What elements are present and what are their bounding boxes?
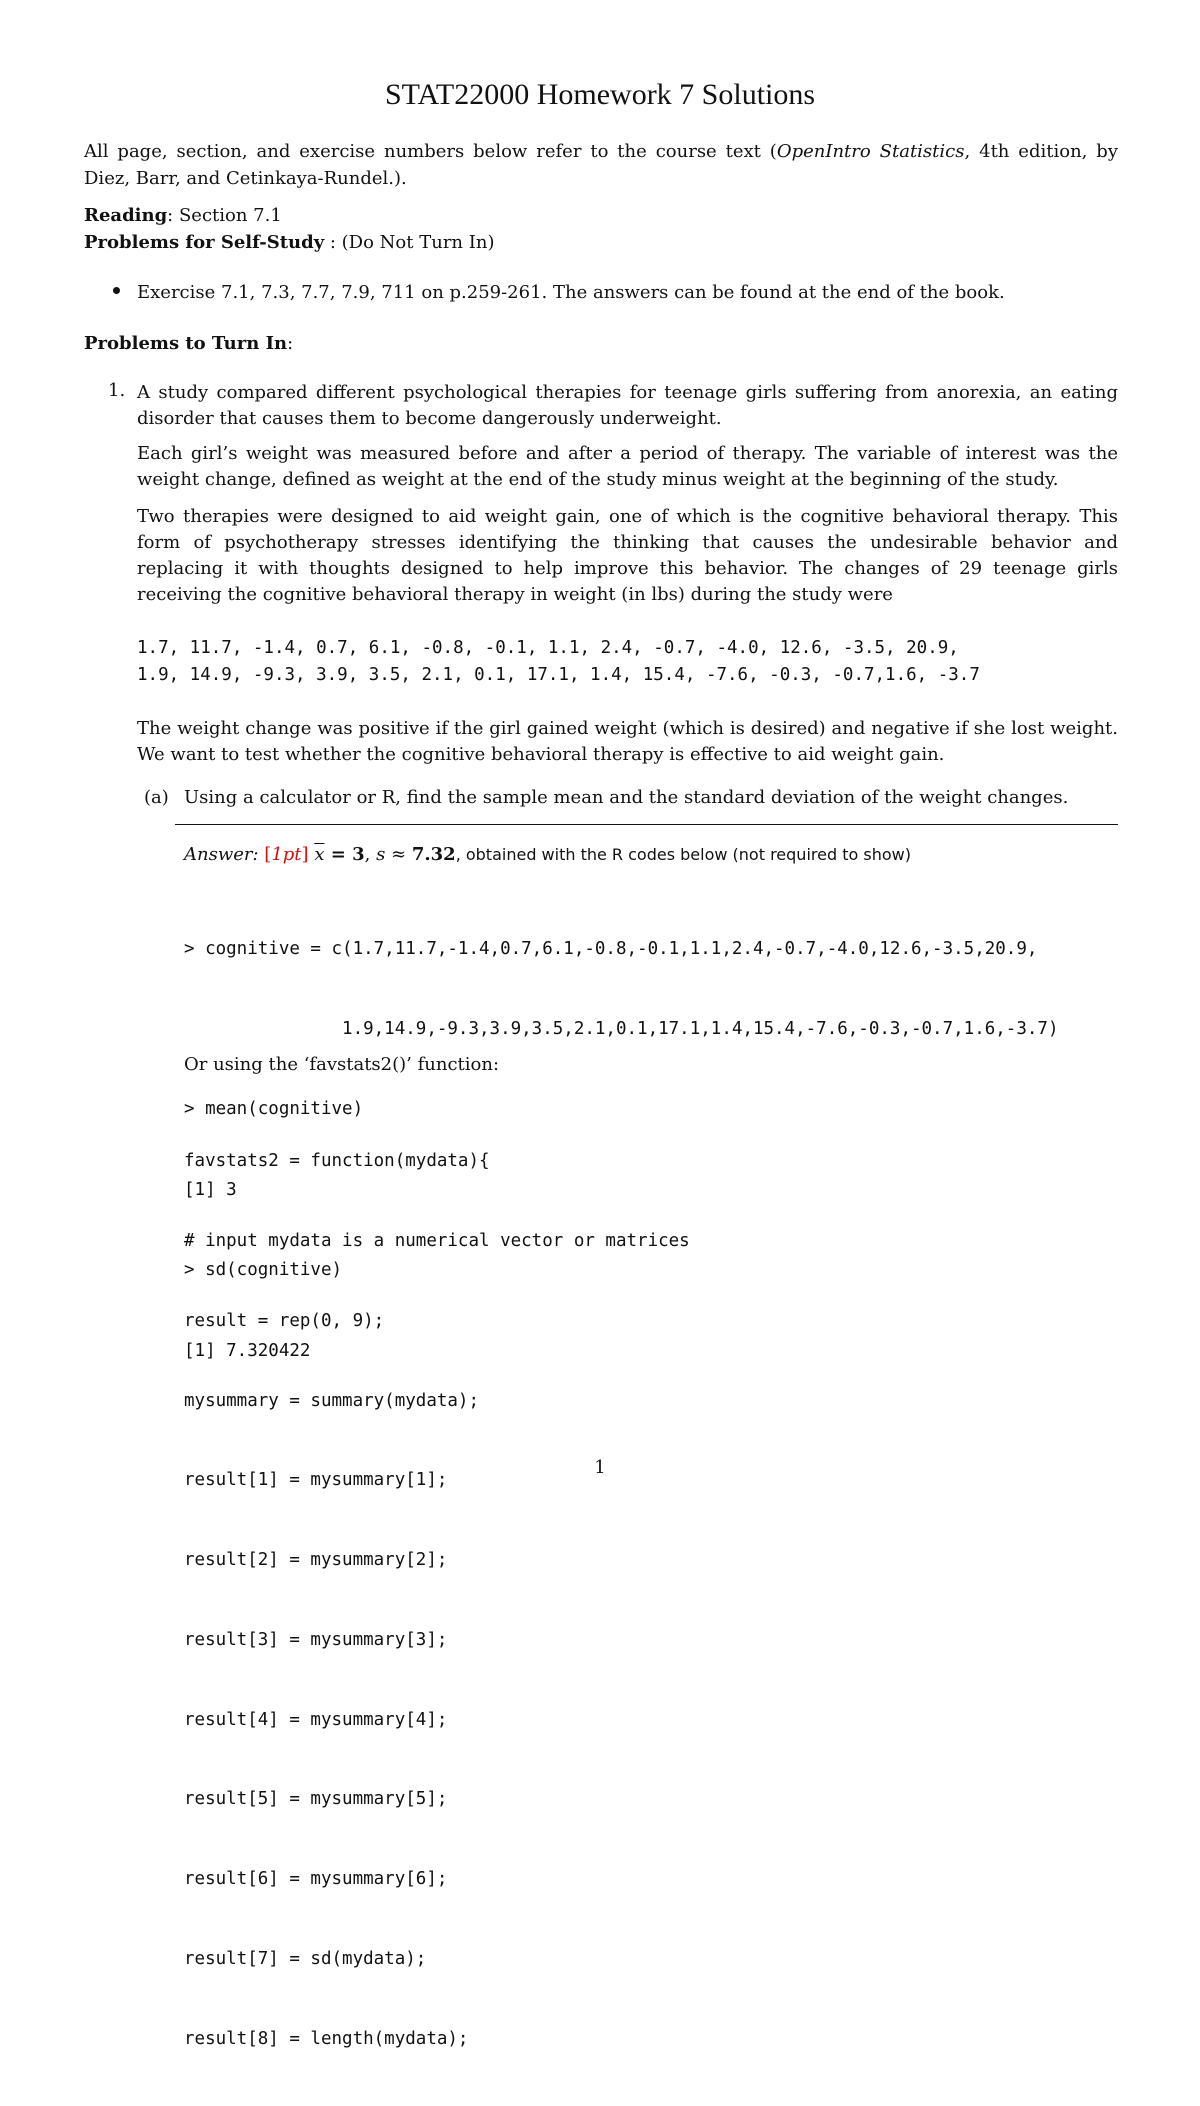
intro-text-before: All page, section, and exercise numbers below refer to the course text ( bbox=[84, 141, 777, 162]
part-a-label: (a) bbox=[144, 787, 169, 808]
code-line: [1] 7.320422 bbox=[184, 1340, 311, 1361]
self-study-item: Exercise 7.1, 7.3, 7.7, 7.9, 711 on p.259-261. The answers can be found at the end of the book. bbox=[137, 282, 1005, 303]
turn-in-heading bbox=[84, 330, 1118, 357]
turn-in-colon: : bbox=[287, 333, 294, 354]
bullet-icon bbox=[113, 287, 120, 294]
code-line: result = rep(0, 9); bbox=[184, 1310, 385, 1331]
page-title: STAT22000 Homework 7 Solutions bbox=[384, 78, 816, 111]
answer-points: [1pt] bbox=[264, 844, 309, 865]
problem1-paragraph-3: Two therapies were designed to aid weight gain, one of which is the cognitive behavioral therapy. This form of psychotherapy stresses identifying the thinking that causes the undesirable behavior and replacing it with thoughts designed to help improve this behavior. The changes of 29 teenage girls receiving the cognitive behavioral therapy in weight (in lbs) during the study were bbox=[137, 506, 1118, 605]
data-line-1: 1.7, 11.7, -1.4, 0.7, 6.1, -0.8, -0.1, 1.1, 2.4, -0.7, -4.0, 12.6, -3.5, 20.9, bbox=[137, 638, 959, 658]
reading-line bbox=[84, 202, 1118, 229]
answer-line bbox=[184, 844, 1118, 865]
code-line: result[3] = mysummary[3]; bbox=[184, 1629, 448, 1650]
data-line-2: 1.9, 14.9, -9.3, 3.9, 3.5, 2.1, 0.1, 17.1, 1.4, 15.4, -7.6, -0.3, -0.7,1.6, -3.7 bbox=[137, 665, 980, 685]
problem1-paragraph-2: Each girl’s weight was measured before and after a period of therapy. The variable of interest was the weight change, defined as weight at the end of the study minus weight at the beginning of the study. bbox=[137, 443, 1118, 490]
code-line: favstats2 = function(mydata){ bbox=[184, 1151, 490, 1172]
reading-text: : Section 7.1 bbox=[167, 205, 282, 226]
or-using-text: Or using the ‘favstats2()’ function: bbox=[184, 1054, 500, 1075]
code-line: > mean(cognitive) bbox=[184, 1099, 364, 1120]
problem-number: 1. bbox=[108, 380, 126, 401]
page-number: 1 bbox=[594, 1457, 606, 1478]
book-title: OpenIntro Statistics bbox=[776, 141, 965, 162]
answer-divider bbox=[175, 824, 1118, 825]
reading-label: Reading bbox=[84, 205, 168, 226]
code-block-2 bbox=[184, 1095, 690, 2106]
self-study-text: : (Do Not Turn In) bbox=[324, 232, 495, 253]
sd-value: 7.32 bbox=[411, 844, 456, 865]
approx-symbol: ≈ bbox=[385, 844, 412, 865]
code-line: result[4] = mysummary[4]; bbox=[184, 1709, 448, 1730]
part-a-question: Using a calculator or R, find the sample mean and the standard deviation of the weight changes. bbox=[184, 787, 1069, 808]
turn-in-label: Problems to Turn In bbox=[84, 333, 288, 354]
answer-tail: , obtained with the R codes below (not required to show) bbox=[455, 845, 911, 864]
code-line: result[8] = length(mydata); bbox=[184, 2028, 469, 2049]
code-line: result[1] = mysummary[1]; bbox=[184, 1470, 448, 1491]
code-line: mysummary = summary(mydata); bbox=[184, 1390, 480, 1411]
code-line: > sd(cognitive) bbox=[184, 1260, 343, 1281]
answer-comma: , bbox=[364, 844, 377, 865]
code-line: # input mydata is a numerical vector or matrices bbox=[184, 1230, 690, 1251]
points-value: 1pt bbox=[271, 844, 302, 865]
intro-text-after: , 4th edition, by Diez, Barr, and Cetinkaya-Rundel.). bbox=[84, 141, 1118, 189]
code-line: result[7] = sd(mydata); bbox=[184, 1949, 427, 1969]
mean-value: = 3 bbox=[324, 844, 365, 865]
problem1-paragraph-4: The weight change was positive if the girl gained weight (which is desired) and negative if she lost weight. We want to test whether the cognitive behavioral therapy is effective to aid weight gain. bbox=[137, 718, 1118, 765]
code-line: > cognitive = c(1.7,11.7,-1.4,0.7,6.1,-0.8,-0.1,1.1,2.4,-0.7,-4.0,12.6,-3.5,20.9, bbox=[184, 938, 1038, 959]
answer-label: Answer: bbox=[184, 844, 259, 865]
problem1-paragraph-1: A study compared different psychological therapies for teenage girls suffering from anorexia, an eating disorder that causes them to become dangerously underweight. bbox=[137, 382, 1118, 429]
s-symbol: s bbox=[376, 844, 386, 865]
code-line: result[2] = mysummary[2]; bbox=[184, 1550, 448, 1571]
self-study-label: Problems for Self-Study bbox=[84, 232, 325, 253]
self-study-line bbox=[84, 229, 1118, 256]
code-line: result[5] = mysummary[5]; bbox=[184, 1789, 448, 1810]
code-line: [1] 3 bbox=[184, 1179, 237, 1200]
code-line: result[6] = mysummary[6]; bbox=[184, 1869, 448, 1890]
xbar-symbol: $\overline{x}$ bbox=[314, 844, 325, 865]
intro-paragraph bbox=[84, 138, 1118, 192]
code-line: 1.9,14.9,-9.3,3.9,3.5,2.1,0.1,17.1,1.4,15.4,-7.6,-0.3,-0.7,1.6,-3.7) bbox=[184, 1018, 1059, 1039]
